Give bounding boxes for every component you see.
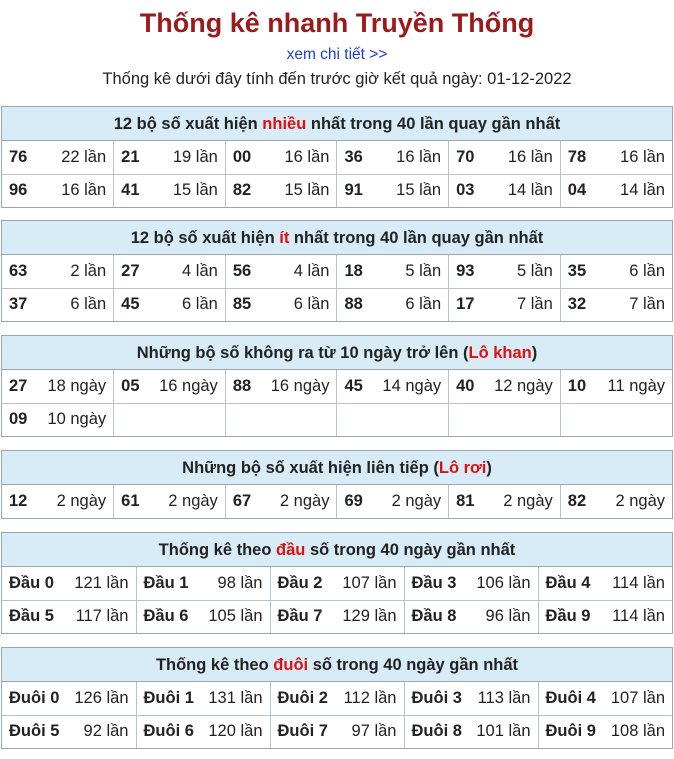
stat-key: 09	[9, 410, 28, 429]
stat-cell	[337, 255, 449, 288]
date-line: Thống kê dưới đây tính đến trước giờ kết quả ngày: 01-12-2022	[102, 70, 572, 88]
stat-value: 2 ngày	[279, 492, 330, 510]
stat-key: 88	[344, 295, 363, 314]
stat-key: Đầu 6	[143, 607, 189, 626]
stat-value: 4 lần	[293, 261, 330, 280]
stat-value: 19 lần	[172, 147, 218, 166]
stat-cell	[270, 715, 404, 748]
stat-key: Đầu 9	[545, 607, 591, 626]
section-title	[2, 533, 672, 567]
title-text: Những bộ số xuất hiện liên tiếp (	[182, 459, 439, 477]
stat-key: 21	[121, 147, 140, 166]
stat-value: 16 lần	[284, 147, 330, 166]
stat-value: 15 lần	[172, 181, 218, 200]
stat-key: 17	[456, 295, 475, 314]
title-text: số trong 40 ngày gần nhất	[308, 656, 519, 674]
stat-cell	[2, 288, 114, 321]
stat-key: Đuôi 2	[277, 688, 328, 707]
stat-key: 41	[121, 181, 140, 200]
stat-cell	[337, 403, 449, 436]
stat-key: 12	[9, 492, 28, 510]
stat-key: Đuôi 6	[143, 722, 194, 741]
stat-value: 126 lần	[74, 688, 129, 707]
stat-cell	[2, 485, 114, 518]
stat-cell	[560, 288, 672, 321]
stat-cell	[2, 141, 114, 174]
stat-cell	[2, 174, 114, 207]
stat-key: 10	[567, 376, 587, 395]
stat-cell	[2, 255, 114, 288]
section-dau-stats	[1, 532, 673, 634]
stats-table	[2, 370, 672, 436]
stat-key: 61	[121, 492, 140, 510]
table-row	[2, 174, 672, 207]
stat-cell	[560, 174, 672, 207]
stat-key: Đuôi 9	[545, 722, 596, 741]
stat-cell	[2, 567, 136, 600]
stat-key: 03	[456, 181, 475, 200]
table-row	[2, 370, 672, 403]
stat-cell	[270, 682, 404, 715]
stat-cell	[225, 288, 337, 321]
section-least-frequent	[1, 220, 673, 322]
stat-value: 112 lần	[343, 688, 397, 707]
stat-cell	[560, 370, 672, 403]
stat-key: 18	[344, 261, 363, 280]
stat-cell	[449, 288, 561, 321]
stat-key: 67	[232, 492, 252, 510]
title-highlight: nhiều	[262, 115, 307, 133]
table-row	[2, 485, 672, 518]
stat-value: 6 lần	[629, 261, 665, 280]
table-row	[2, 682, 672, 715]
section-title	[2, 107, 672, 141]
stat-value: 129 lần	[342, 607, 397, 626]
stat-cell	[114, 141, 226, 174]
stat-cell	[136, 600, 270, 633]
stat-value: 6 lần	[293, 295, 330, 314]
stat-key: 27	[9, 376, 28, 395]
stat-value: 97 lần	[351, 722, 397, 741]
stat-key: 37	[9, 295, 28, 314]
stat-value: 113 lần	[477, 688, 531, 707]
stat-key: 91	[344, 181, 363, 200]
stat-value: 2 lần	[70, 261, 107, 280]
title-text: Những bộ số không ra từ 10 ngày trở lên (	[136, 344, 469, 362]
stat-value: 114 lần	[612, 607, 665, 626]
title-highlight: ít	[279, 229, 290, 247]
stat-cell	[114, 288, 226, 321]
stat-key: Đuôi 3	[411, 688, 462, 707]
stat-value: 16 lần	[507, 147, 553, 166]
stat-cell	[114, 174, 226, 207]
stat-key: Đuôi 7	[277, 722, 328, 741]
stat-cell	[2, 370, 114, 403]
title-highlight: đuôi	[273, 656, 309, 674]
stat-cell	[337, 174, 449, 207]
stat-cell	[337, 370, 449, 403]
stat-value: 2 ngày	[56, 492, 107, 510]
stat-cell	[225, 485, 337, 518]
stat-cell	[225, 255, 337, 288]
stat-cell	[2, 403, 114, 436]
table-row	[2, 288, 672, 321]
stat-value: 108 lần	[610, 722, 665, 741]
stat-key: 05	[121, 376, 140, 395]
stats-table	[2, 567, 672, 633]
stat-value: 22 lần	[61, 147, 107, 166]
stat-value: 2 ngày	[168, 492, 218, 510]
stat-value: 131 lần	[208, 688, 263, 707]
stat-cell	[114, 485, 226, 518]
stat-value: 120 lần	[208, 722, 263, 741]
stat-key: 32	[567, 295, 587, 314]
stat-key: Đuôi 4	[545, 688, 596, 707]
stat-cell	[136, 567, 270, 600]
stat-value: 98 lần	[217, 573, 263, 592]
stats-table	[2, 255, 672, 321]
title-text: )	[486, 459, 492, 477]
stat-cell	[449, 174, 561, 207]
stat-cell	[2, 715, 136, 748]
stat-value: 7 lần	[629, 295, 665, 314]
stat-value: 12 ngày	[494, 376, 553, 395]
stat-key: 56	[232, 261, 252, 280]
section-title	[2, 648, 672, 682]
table-row	[2, 255, 672, 288]
stat-cell	[225, 370, 337, 403]
stat-value: 101 lần	[476, 722, 531, 741]
stat-cell	[538, 715, 672, 748]
table-row	[2, 567, 672, 600]
stat-value: 2 ngày	[503, 492, 553, 510]
stat-value: 16 ngày	[270, 376, 330, 395]
stat-value: 105 lần	[208, 607, 263, 626]
stat-value: 16 ngày	[159, 376, 218, 395]
stat-cell	[538, 682, 672, 715]
stat-value: 14 ngày	[382, 376, 442, 395]
stat-cell	[449, 403, 561, 436]
section-title	[2, 221, 672, 255]
stat-value: 2 ngày	[391, 492, 442, 510]
stat-cell	[114, 255, 226, 288]
stat-cell	[270, 600, 404, 633]
stat-key: Đầu 4	[545, 573, 591, 592]
stat-key: Đầu 2	[277, 573, 323, 592]
stat-key: Đầu 0	[9, 573, 54, 592]
stat-cell	[404, 567, 538, 600]
stat-value: 18 ngày	[47, 376, 107, 395]
stat-key: 40	[456, 376, 475, 395]
stat-cell	[337, 141, 449, 174]
stat-value: 117 lần	[75, 607, 129, 626]
stat-cell	[560, 255, 672, 288]
table-row	[2, 403, 672, 436]
page-header	[0, 6, 674, 90]
stat-key: 36	[344, 147, 363, 166]
stat-key: 70	[456, 147, 475, 166]
stat-key: Đuôi 0	[9, 688, 60, 707]
stat-key: Đầu 1	[143, 573, 189, 592]
stat-cell	[2, 682, 136, 715]
stat-value: 107 lần	[342, 573, 397, 592]
stat-cell	[449, 255, 561, 288]
title-text: 12 bộ số xuất hiện	[130, 229, 280, 247]
section-title	[2, 451, 672, 485]
stats-table	[2, 682, 672, 748]
stat-value: 7 lần	[517, 295, 553, 314]
title-highlight: Lô rơi	[438, 459, 487, 477]
stat-key: Đầu 8	[411, 607, 457, 626]
stat-cell	[404, 600, 538, 633]
stat-value: 107 lần	[610, 688, 665, 707]
details-link[interactable]: xem chi tiết >>	[286, 46, 388, 63]
stat-key: 78	[567, 147, 587, 166]
stat-value: 6 lần	[70, 295, 107, 314]
stat-value: 5 lần	[517, 261, 553, 280]
table-row	[2, 600, 672, 633]
stat-value: 6 lần	[405, 295, 442, 314]
stat-key: 81	[456, 492, 475, 510]
stat-cell	[538, 567, 672, 600]
title-text: Thống kê theo	[158, 541, 277, 559]
stat-cell	[449, 485, 561, 518]
section-duoi-stats	[1, 647, 673, 749]
stat-value: 114 lần	[612, 573, 665, 592]
stat-value: 15 lần	[284, 181, 330, 200]
stat-key: 27	[121, 261, 140, 280]
stat-value: 10 ngày	[47, 410, 107, 429]
stat-key: 35	[567, 261, 587, 280]
page-title: Thống kê nhanh Truyền Thống	[139, 8, 535, 38]
stat-key: Đuôi 1	[143, 688, 194, 707]
stat-value: 16 lần	[61, 181, 107, 200]
title-highlight: Lô khan	[468, 344, 532, 362]
stat-cell	[560, 485, 672, 518]
stat-cell	[538, 600, 672, 633]
stat-cell	[337, 288, 449, 321]
stat-key: 82	[232, 181, 252, 200]
stat-key: Đầu 3	[411, 573, 457, 592]
table-row	[2, 141, 672, 174]
stat-cell	[560, 403, 672, 436]
stat-value: 16 lần	[396, 147, 442, 166]
stat-key: 76	[9, 147, 28, 166]
stat-cell	[2, 600, 136, 633]
stat-key: 85	[232, 295, 252, 314]
stat-cell	[136, 715, 270, 748]
stat-value: 2 ngày	[615, 492, 665, 510]
stat-key: 04	[567, 181, 587, 200]
stat-value: 121 lần	[74, 573, 129, 592]
stat-value: 11 ngày	[607, 376, 665, 395]
title-highlight: đầu	[276, 541, 306, 559]
stat-cell	[404, 715, 538, 748]
section-lo-roi	[1, 450, 673, 519]
stat-key: 00	[232, 147, 252, 166]
stat-value: 14 lần	[620, 181, 665, 200]
stat-value: 15 lần	[396, 181, 442, 200]
title-text: số trong 40 ngày gần nhất	[305, 541, 516, 559]
stat-key: 45	[344, 376, 363, 395]
stat-value: 4 lần	[182, 261, 218, 280]
stat-cell	[225, 403, 337, 436]
title-text: nhất trong 40 lần quay gần nhất	[289, 229, 544, 247]
stat-key: 63	[9, 261, 28, 280]
stat-key: 96	[9, 181, 28, 200]
stat-cell	[225, 174, 337, 207]
stat-key: 69	[344, 492, 363, 510]
stats-table	[2, 485, 672, 518]
title-text: nhất trong 40 lần quay gần nhất	[306, 115, 561, 133]
title-text: )	[531, 344, 538, 362]
stat-cell	[449, 141, 561, 174]
section-lo-khan	[1, 335, 673, 437]
table-row	[2, 715, 672, 748]
stat-value: 6 lần	[182, 295, 218, 314]
stat-cell	[114, 403, 226, 436]
stat-key: 93	[456, 261, 475, 280]
stat-value: 14 lần	[507, 181, 553, 200]
stat-value: 5 lần	[405, 261, 442, 280]
stat-cell	[337, 485, 449, 518]
stat-cell	[404, 682, 538, 715]
stat-key: Đuôi 5	[9, 722, 60, 741]
stat-key: Đuôi 8	[411, 722, 462, 741]
stat-value: 16 lần	[620, 147, 665, 166]
stat-key: Đầu 7	[277, 607, 323, 626]
section-most-frequent	[1, 106, 673, 208]
stat-key: 45	[121, 295, 140, 314]
stat-cell	[449, 370, 561, 403]
stats-table	[2, 141, 672, 207]
stat-value: 106 lần	[476, 573, 531, 592]
stat-cell	[225, 141, 337, 174]
stat-cell	[560, 141, 672, 174]
stat-key: 82	[567, 492, 587, 510]
stat-cell	[114, 370, 226, 403]
stat-cell	[270, 567, 404, 600]
title-text: 12 bộ số xuất hiện	[113, 115, 263, 133]
section-title	[2, 336, 672, 370]
stat-value: 96 lần	[485, 607, 531, 626]
stat-cell	[136, 682, 270, 715]
stat-key: Đầu 5	[9, 607, 54, 626]
title-text: Thống kê theo	[155, 656, 274, 674]
stat-value: 92 lần	[83, 722, 129, 741]
stat-key: 88	[232, 376, 252, 395]
